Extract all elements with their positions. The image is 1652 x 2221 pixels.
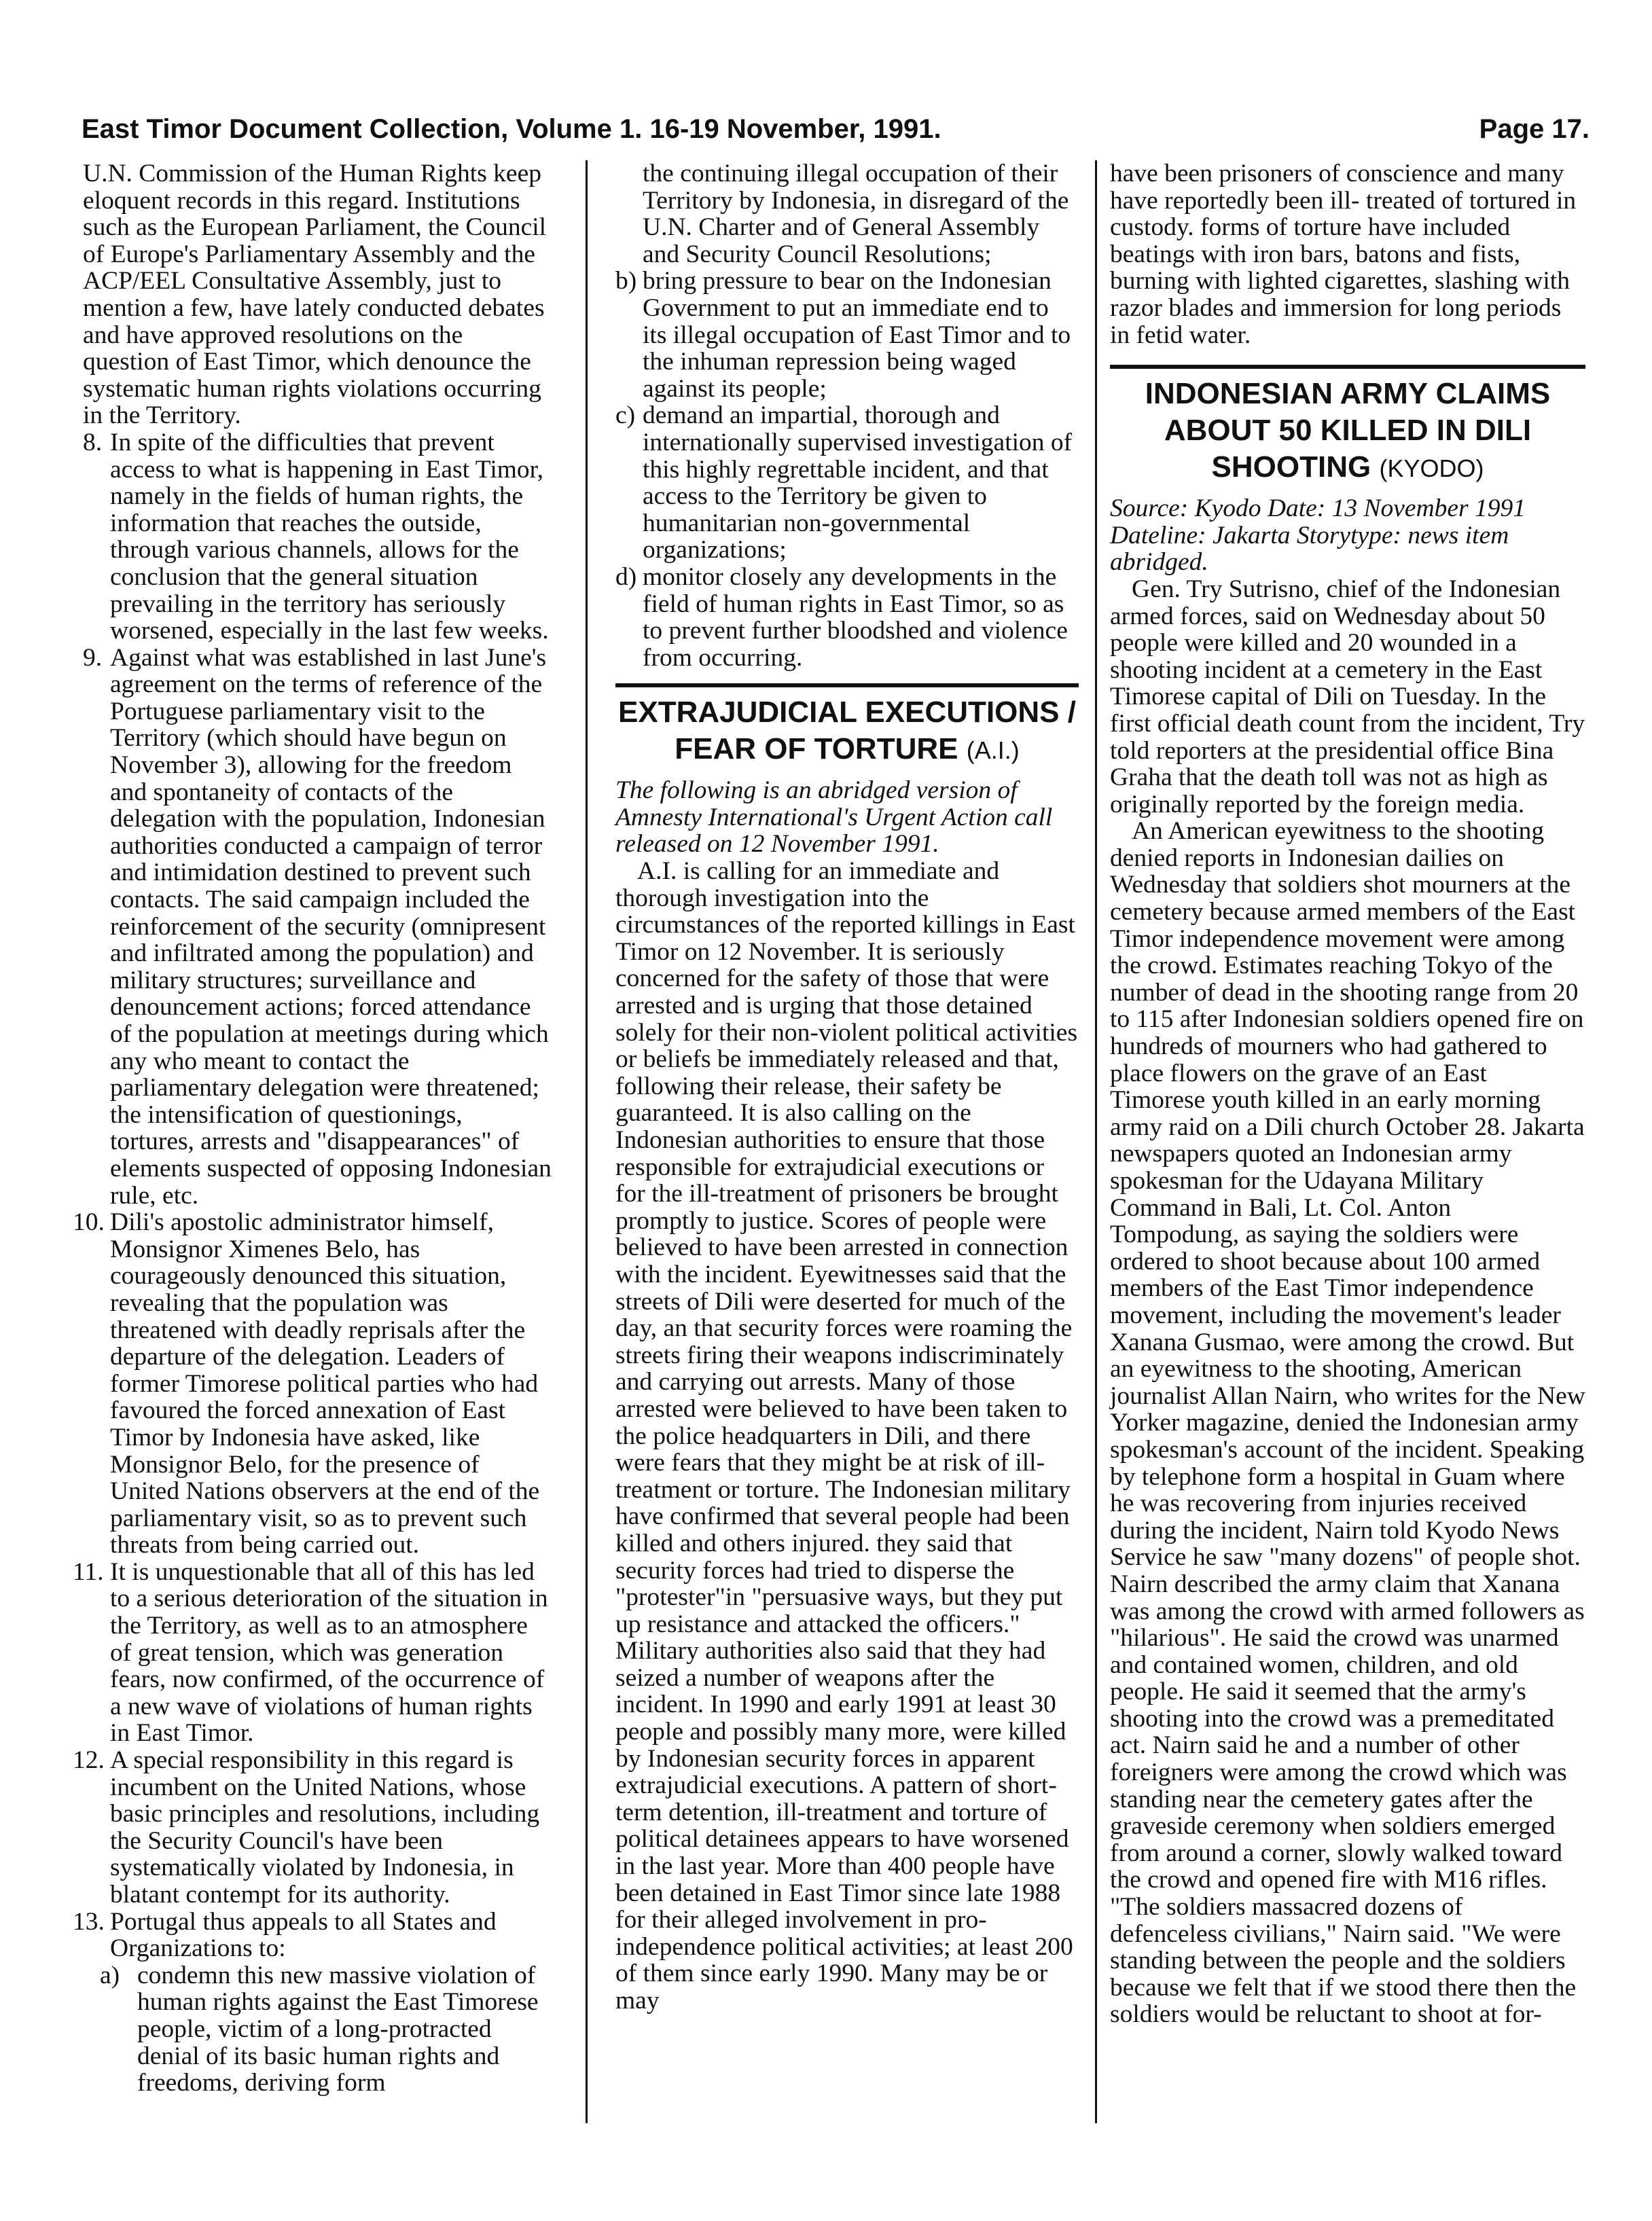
list-item	[83, 428, 552, 645]
item-text: Portugal thus appeals to all States and Organizations to:	[110, 1907, 497, 1963]
ai-article-continuation: have been prisoners of conscience and many have reportedly been ill- treated of tortured in custody. forms of torture have included beatings with iron bars, batons and fists, burning with lighted cigarettes, slashing with razor blades and immersion for long periods in fetid water.	[1110, 160, 1577, 349]
item-number: 9.	[83, 643, 103, 672]
column-1	[73, 160, 552, 2097]
paragraph: A.I. is calling for an immediate and thorough investigation into the circumstances of the reported killings in East Timor on 12 November. It is seriously concerned for the safety of those that were arrested and is urging that those detained solely for their non-violent political activities or beliefs be immediately released and that, following their release, their safety be guaranteed. It is also calling on the Indonesian authorities to ensure that those responsible for extrajudicial executions or for the ill-treatment of prisoners be brought promptly to justice. Scores of people were believed to have been arrested in connection with the incident. Eyewitnesses said that the streets of Dili were deserted for much of the day, an that security forces were roaming the streets firing their weapons indiscriminately and carrying out arrests. Many of those arrested were believed to have been taken to the police headquarters in Dili, and there were fears that they might be at risk of ill-treatment or torture. The Indonesian military have confirmed that several people had been killed and others injured. they said that security forces had tried to disperse the "protester"in "persuasive ways, but they put up resistance and attacked the officers." Military authorities also said that they had seized a number of weapons after the incident. In 1990 and early 1991 at least 30 people and possibly many more, were killed by Indonesian security forces in apparent extrajudicial executions. A pattern of short-term detention, ill-treatment and torture of political detainees appears to have worsened in the last year. More than 400 people have been detained in East Timor since late 1988 for their alleged involvement in pro-independence political activities; at least 200 of them since early 1990. Many may be or may	[615, 857, 1078, 2015]
running-header	[82, 109, 1590, 149]
list-item	[73, 1208, 552, 1559]
appeal-numbered-list	[73, 428, 552, 2097]
page-number: Page 17.	[1479, 114, 1590, 144]
item-text: A special responsibility in this regard is incumbent on the United Nations, whose basic principles and resolutions, including the Security Council's have been systematically violated by Indonesia, in blatant contempt for its authority.	[110, 1746, 540, 1909]
collection-title: East Timor Document Collection, Volume 1. 16-19 November, 1991.	[82, 114, 941, 144]
headline-credit: (A.I.)	[966, 736, 1020, 765]
section-rule	[1110, 365, 1585, 369]
item-number: 12.	[73, 1746, 105, 1775]
column-3	[1110, 160, 1585, 2028]
ai-article-body	[615, 858, 1079, 2015]
item-letter: c)	[615, 401, 636, 430]
list-item	[615, 267, 1079, 403]
list-item	[100, 1961, 552, 2097]
item-number: 13.	[73, 1907, 105, 1936]
item-letter: d)	[615, 562, 637, 591]
kyodo-article-headline	[1110, 376, 1585, 487]
kyodo-article-source: Source: Kyodo Date: 13 November 1991 Dateline: Jakarta Storytype: news item abridged.	[1110, 494, 1526, 577]
item-text: It is unquestionable that all of this has led to a serious deterioration of the situation in the Territory, as well as to an atmosphere of great tension, which was generation fears, now confirmed, of the occurrence of a new wave of violations of human rights in East Timor.	[110, 1557, 548, 1748]
headline-text: INDONESIAN ARMY CLAIMS ABOUT 50 KILLED IN DILI SHOOTING	[1145, 377, 1551, 484]
section-rule	[615, 683, 1079, 687]
item-text: In spite of the difficulties that prevent access to what is happening in East Timor, namely in the fields of human rights, the information that reaches the outside, through various channels, allows for the conclusion that the general situation prevailing in the territory has seriously worsened, especially in the last few weeks.	[110, 428, 549, 645]
item-text: condemn this new massive violation of human rights against the East Timorese people, victim of a long-protracted denial of its basic human rights and freedoms, deriving form	[137, 1961, 539, 2097]
ai-article-intro: The following is an abridged version of Amnesty International's Urgent Action call released on 12 November 1991.	[615, 776, 1053, 859]
item-text: bring pressure to bear on the Indonesian Government to put an immediate end to its illegal occupation of East Timor and to the inhuman repression being waged against its people;	[643, 267, 1071, 403]
list-item	[615, 562, 1079, 672]
item-text: the continuing illegal occupation of their Territory by Indonesia, in disregard of the U.N. Charter and of General Assembly and Security Council Resolutions;	[643, 160, 1069, 268]
item-number: 8.	[83, 428, 103, 456]
item-number: 11.	[73, 1557, 104, 1586]
paragraph: An American eyewitness to the shooting denied reports in Indonesian dailies on Wednesday that soldiers shot mourners at the cemetery because armed members of the East Timor independence movement were among the crowd. Estimates reaching Tokyo of the number of dead in the shooting range from 20 to 115 after Indonesian soldiers opened fire on hundreds of mourners who had gathered to place flowers on the grave of an East Timorese youth killed in an early morning army raid on a Dili church October 28. Jakarta newspapers quoted an Indonesian army spokesman for the Udayana Military Command in Bali, Lt. Col. Anton Tompodung, as saying the soldiers were ordered to shoot because about 100 armed members of the East Timor independence movement, including the movement's leader Xanana Gusmao, were among the crowd. But an eyewitness to the shooting, American journalist Allan Nairn, who writes for the New Yorker magazine, denied the Indonesian army spokesman's account of the incident. Speaking by telephone form a hospital in Guam where he was recovering from injuries received during the incident, Nairn told Kyodo News Service he saw "many dozens" of people shot. Nairn described the army claim that Xanana was among the crowd with armed followers as "hilarious". He said the crowd was unarmed and contained women, children, and old people. He said it seemed that the army's shooting into the crowd was a premeditated act. Nairn said he and a number of other foreigners were among the crowd which was standing near the cemetery gates after the graveside ceremony when soldiers emerged from around a corner, slowly walked toward the crowd and opened fire with M16 rifles. "The soldiers massacred dozens of defenceless civilians," Nairn said. "We were standing between the people and the soldiers because we felt that if we stood there then the soldiers would be reluctant to shoot at for-	[1110, 817, 1585, 2029]
item-number: 10.	[73, 1208, 105, 1237]
list-item	[643, 160, 1079, 268]
list-item	[83, 643, 552, 1210]
item-text: Against what was established in last June's agreement on the terms of reference of the Portuguese parliamentary visit to the Territory (which should have begun on November 3), allowing for the freedom and spontaneity of contacts of the delegation with the population, Indonesian authorities conducted a campaign of terror and intimidation destined to prevent such contacts. The said campaign included the reinforcement of the security (omnipresent and infiltrated among the population) and military structures; surveillance and denouncement actions; forced attendance of the population at meetings during which any who meant to contact the parliamentary delegation were threatened; the intensification of questionings, tortures, arrests and "disappearances" of elements suspected of opposing Indonesian rule, etc.	[110, 643, 552, 1210]
list-item	[73, 1746, 552, 1909]
appeal-intro-continuation: U.N. Commission of the Human Rights keep eloquent records in this regard. Institutions such as the European Parliament, the Council of Europe's Parliamentary Assembly and the ACP/EEL Consultative Assembly, just to mention a few, have lately conducted debates and have approved resolutions on the question of East Timor, which denounce the systematic human rights violations occurring in the Territory.	[83, 160, 547, 430]
column-divider	[586, 160, 588, 2123]
column-divider	[1095, 160, 1097, 2123]
item-letter: a)	[100, 1961, 120, 1989]
list-item	[615, 401, 1079, 564]
item-letter: b)	[615, 267, 637, 295]
headline-credit: (KYODO)	[1379, 454, 1484, 483]
ai-article-headline	[615, 694, 1079, 769]
headline-text: EXTRAJUDICIAL EXECUTIONS / FEAR OF TORTURE	[618, 696, 1076, 766]
item-text: demand an impartial, thorough and internationally supervised investigation of this highly regrettable incident, and that access to the Territory be given to humanitarian non-governmental organizations;	[643, 401, 1073, 564]
paragraph: Gen. Try Sutrisno, chief of the Indonesian armed forces, said on Wednesday about 50 people were killed and 20 wounded in a shooting incident at a cemetery in the East Timorese capital of Dili on Tuesday. In the first official death count from the incident, Try told reporters at the presidential office Bina Graha that the death toll was not as high as originally reported by the foreign media.	[1110, 575, 1585, 818]
list-item	[73, 1557, 552, 1748]
appeal-lettered-list	[100, 1961, 552, 2097]
column-2	[615, 160, 1079, 2015]
appeal-lettered-list-continued	[615, 160, 1079, 671]
item-text: Dili's apostolic administrator himself, Monsignor Ximenes Belo, has courageously denounced this situation, revealing that the population was threatened with deadly reprisals after the departure of the delegation. Leaders of former Timorese political parties who had favoured the forced annexation of East Timor by Indonesia have asked, like Monsignor Belo, for the presence of United Nations observers at the end of the parliamentary visit, so as to prevent such threats from being carried out.	[110, 1208, 540, 1559]
kyodo-article-body	[1110, 576, 1585, 2028]
item-text: monitor closely any developments in the field of human rights in East Timor, so as to prevent further bloodshed and violence from occurring.	[643, 562, 1068, 672]
list-item	[73, 1907, 552, 2097]
